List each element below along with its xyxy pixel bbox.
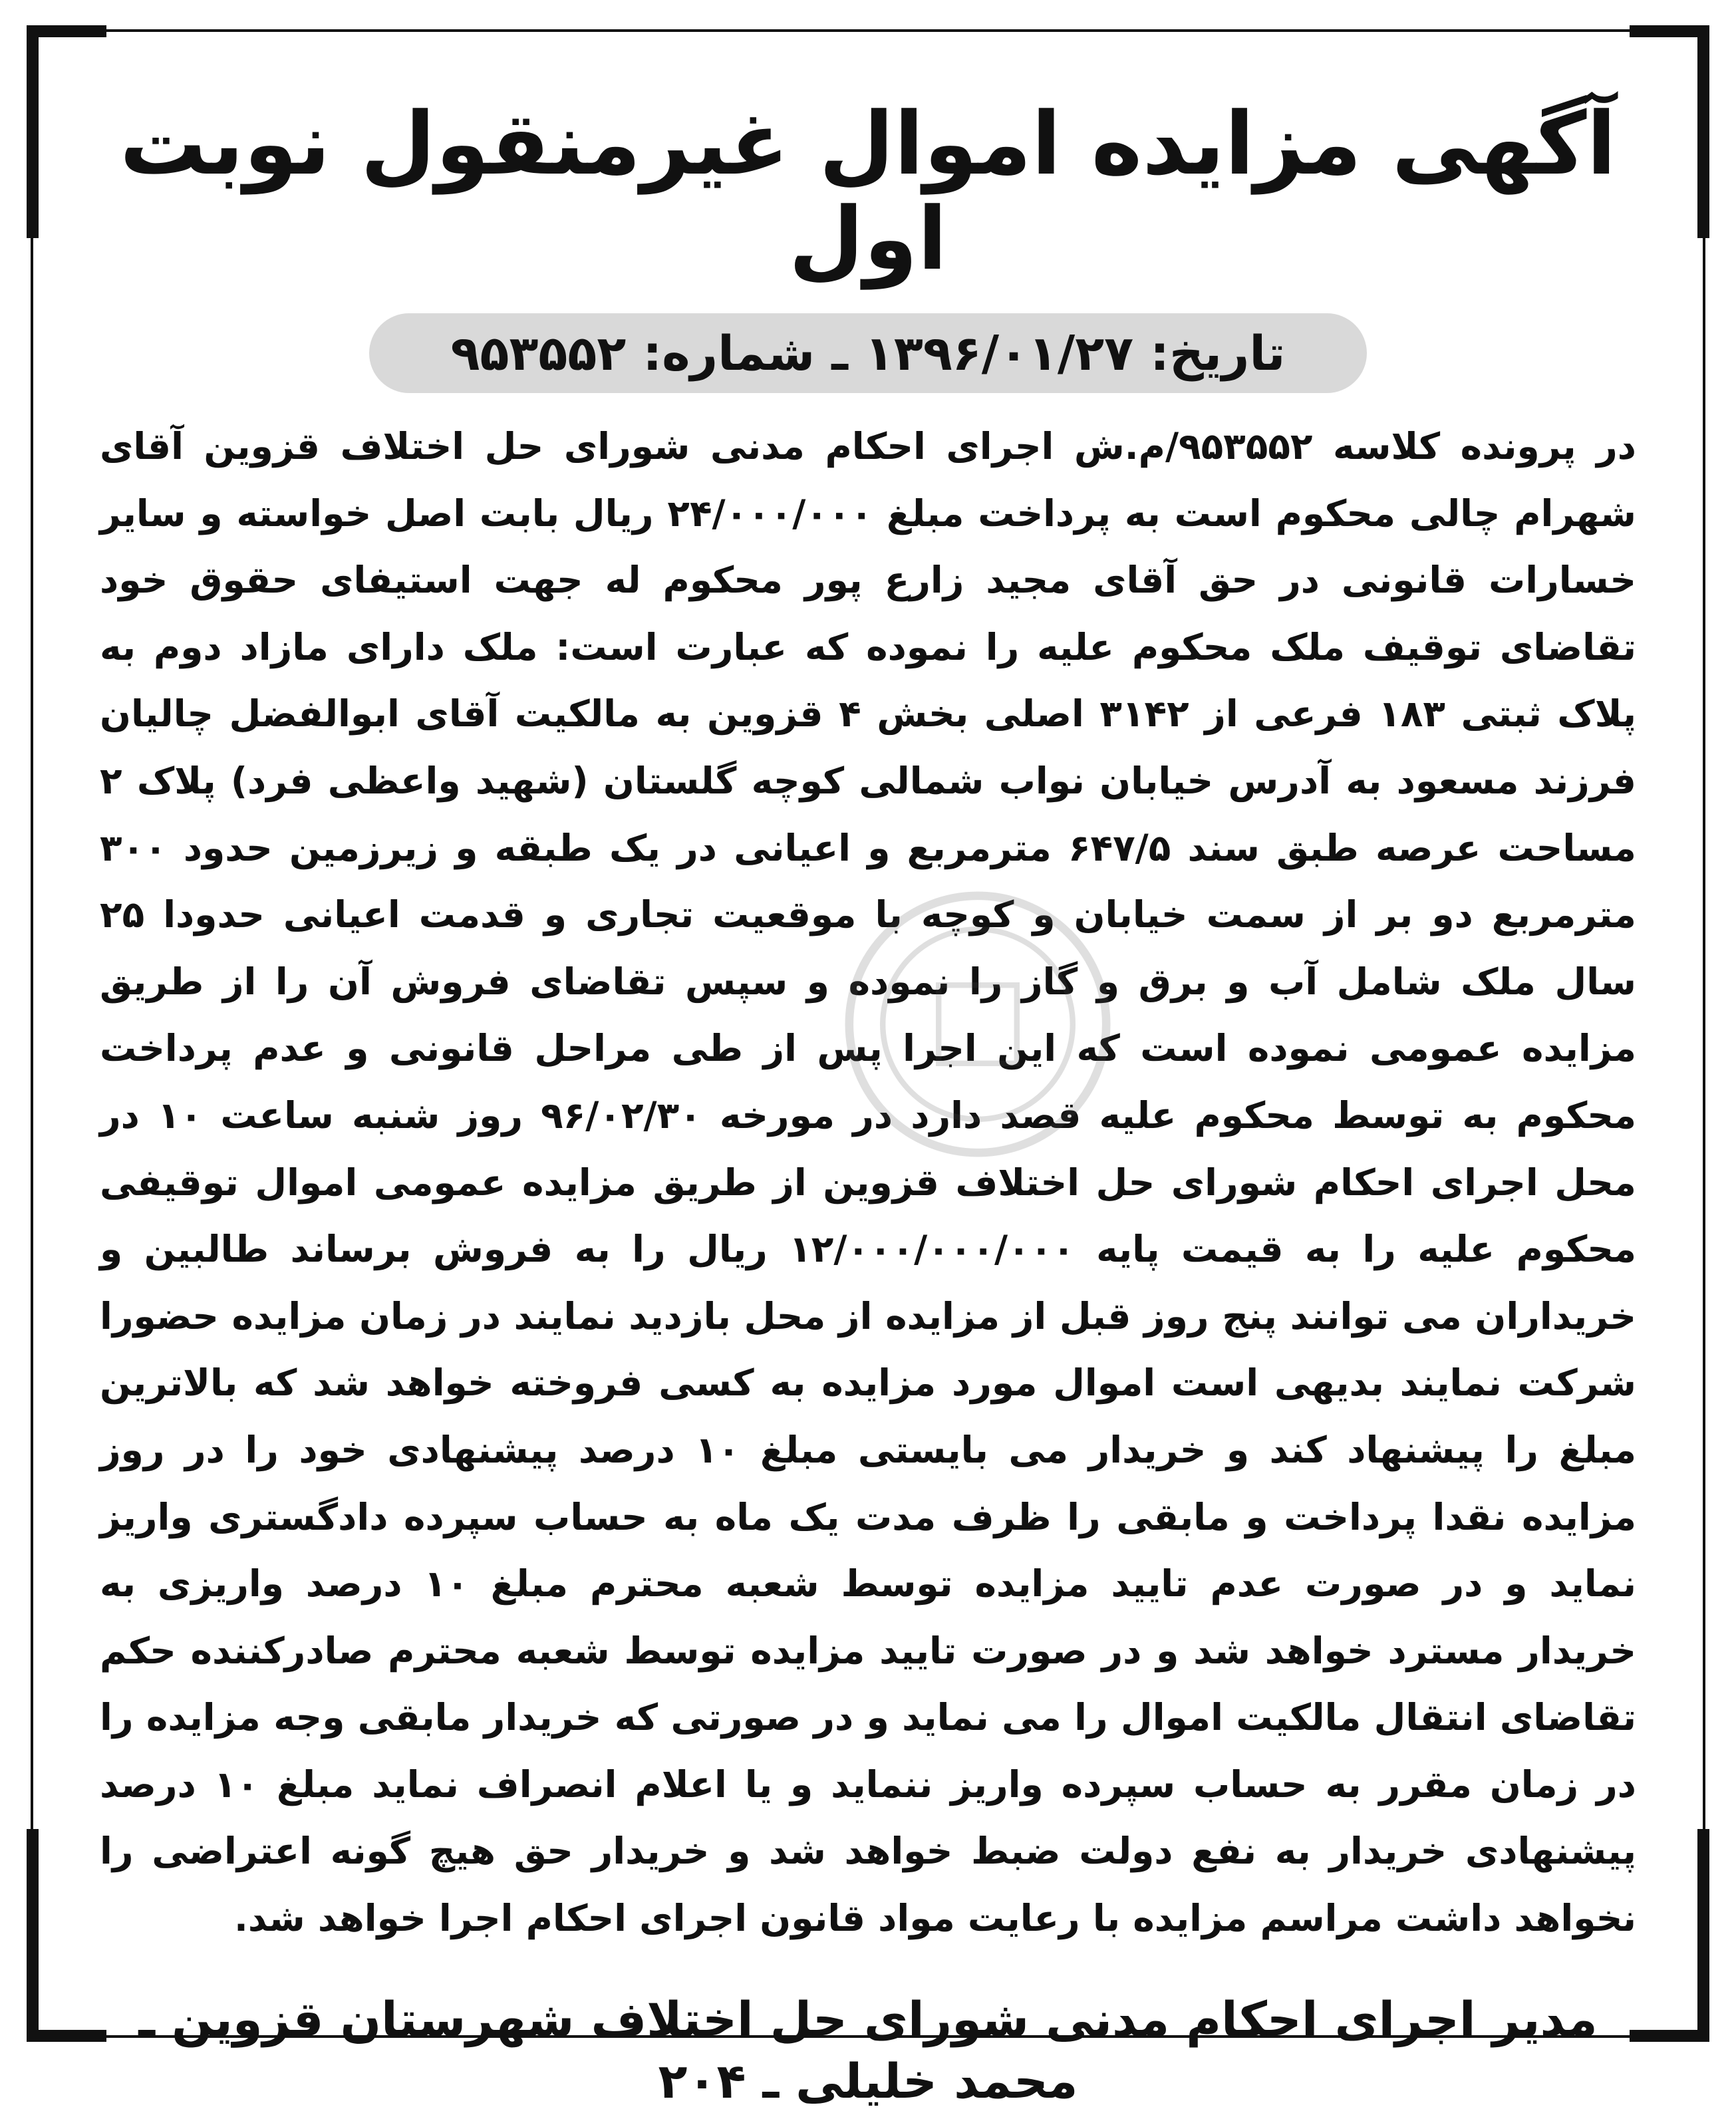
frame-corner: [27, 25, 106, 37]
notice-title: آگهی مزایده اموال غیرمنقول نوبت اول: [120, 93, 1616, 289]
frame-corner: [1697, 25, 1709, 238]
frame-rule: [106, 29, 1630, 32]
frame-corner: [1697, 1829, 1709, 2042]
frame-rule: [31, 238, 33, 1829]
notice-body: در پرونده کلاسه ۹۵۳۵۵۲/م.ش اجرای احکام مدنی شورای حل اختلاف قزوین آقای شهرام چالی محکوم است به پرداخت مبلغ ۲۴/۰۰۰/۰۰۰ ریال بابت اصل خواسته و سایر خسارات قانونی در حق آقای مجید زارع پور محکوم له جهت استیفای حقوق خود تقاضای توقیف ملک محکوم علیه را نموده که عبارت است: ملک دارای مازاد دوم به پلاک ثبتی ۱۸۳ فرعی از ۳۱۴۲ اصلی بخش ۴ قزوین به مالکیت آقای ابوالفضل چالیان فرزند مسعود به آدرس خیابان نواب شمالی کوچه گلستان (شهید واعظی فرد) پلاک ۲ مساحت عرصه طبق سند ۶۴۷/۵ مترمربع و اعیانی در یک طبقه و زیرزمین حدود ۳۰۰ مترمربع دو بر از سمت خیابان و کوچه با موقعیت تجاری و قدمت اعیانی حدودا ۲۵ سال ملک شامل آب و برق و گاز را نموده و سپس تقاضای فروش آن را از طریق مزایده عمومی نموده است که این اجرا پس از طی مراحل قانونی و عدم پرداخت محکوم به توسط محکوم علیه قصد دارد در مورخه ۹۶/۰۲/۳۰ روز شنبه ساعت ۱۰ در محل اجرای احکام شورای حل اختلاف قزوین از طریق مزایده عمومی اموال توقیفی محکوم علیه را به قیمت پایه ۱۲/۰۰۰/۰۰۰/۰۰۰ ریال را به فروش برساند طالبین و خریداران می توانند پنج روز قبل از مزایده از محل بازدید نمایند در زمان مزایده حضورا شرکت نمایند بدیهی است اموال مورد مزایده به کسی فروخته خواهد شد که بالاترین مبلغ را پیشنهاد کند و خریدار می بایستی مبلغ ۱۰ درصد پیشنهادی خود را در روز مزایده نقدا پرداخت و مابقی را ظرف مدت یک ماه به حساب سپرده دادگستری واریز نماید و در صورت عدم تایید مزایده توسط شعبه محترم مبلغ ۱۰ درصد واریزی به خریدار مسترد خواهد شد و در صورت تایید مزایده توسط شعبه محترم صادرکننده حکم تقاضای انتقال مالکیت اموال را می نماید و در صورتی که خریدار مابقی وجه مزایده را در زمان مقرر به حساب سپرده واریز ننماید و یا اعلام انصراف نماید مبلغ ۱۰ درصد پیشنهادی خریدار به نفع دولت ضبط خواهد شد و خریدار حق هیچ گونه اعتراضی را نخواهد داشت مراسم مزایده با رعایت مواد قانون اجرای احکام اجرا خواهد شد.: [100, 425, 1637, 1940]
frame-corner: [27, 2030, 106, 2042]
frame-rule: [1703, 238, 1705, 1829]
frame-corner: [27, 25, 39, 238]
frame-corner: [27, 1829, 39, 2042]
signature-line: مدیر اجرای احکام مدنی شورای حل اختلاف شهرستان قزوین ـ محمد خلیلی ـ ۲۰۴: [138, 1991, 1598, 2110]
date-and-number-banner: تاریخ: ۱۳۹۶/۰۱/۲۷ ـ شماره: ۹۵۳۵۵۲: [369, 313, 1367, 393]
seal-icon: [838, 885, 1117, 1164]
